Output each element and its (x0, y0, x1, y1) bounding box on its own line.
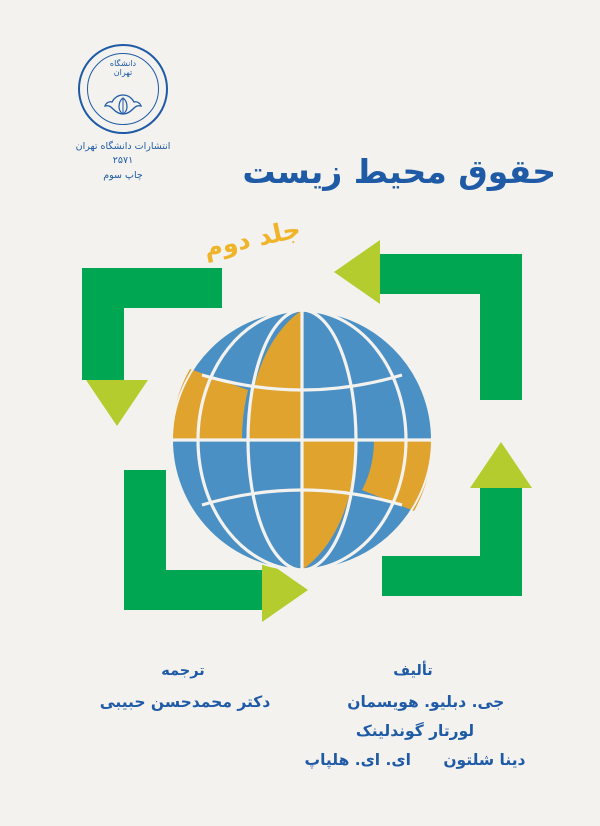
credits-row-2 (0, 746, 600, 775)
university-seal-icon (78, 44, 168, 134)
credits-row-1 (0, 688, 600, 747)
authors-heading: تألیف (393, 663, 433, 679)
arrow-head-down-left-icon (86, 380, 148, 426)
translation-heading: ترجمه (161, 663, 205, 679)
author-name-2: لورتار گوندلینک (355, 721, 475, 740)
publisher-name: انتشارات دانشگاه تهران (75, 141, 171, 152)
translation-heading-col (68, 658, 298, 688)
book-title: حقوق محیط زیست (242, 152, 556, 191)
author-name-1: جی. دبلیو. هویسمان (347, 692, 505, 711)
authors-row1-col (300, 688, 530, 747)
arrow-head-left-top-icon (334, 240, 380, 304)
seal-text-line1: دانشگاه (109, 59, 137, 68)
publisher-number: ۲۵۷۱ (112, 155, 134, 167)
authors-row2-col (300, 746, 530, 775)
credits-block (0, 658, 600, 776)
globe-icon (172, 310, 432, 570)
credits-headings-row (0, 658, 600, 688)
credits-row2-spacer (70, 746, 300, 775)
author-name-4: ای. ای. هلپاپ (304, 751, 411, 770)
seal-text (80, 59, 166, 77)
volume-label: جلد دوم (201, 214, 304, 264)
author-name-3: دینا شلتون (443, 751, 526, 770)
edition-label: چاپ سوم (103, 169, 143, 181)
cover-artwork-globe-recycle (72, 230, 532, 650)
publisher-logo-block (58, 44, 188, 183)
seal-emblem-icon (102, 92, 144, 118)
publisher-lines (58, 140, 188, 183)
arrow-head-up-right-icon (470, 442, 532, 488)
seal-text-line2: تهران (113, 68, 133, 78)
authors-heading-col (298, 658, 532, 688)
translator-name: دکتر محمدحسن حبیبی (99, 692, 271, 711)
artwork-svg (72, 230, 532, 650)
translator-col (70, 688, 300, 747)
